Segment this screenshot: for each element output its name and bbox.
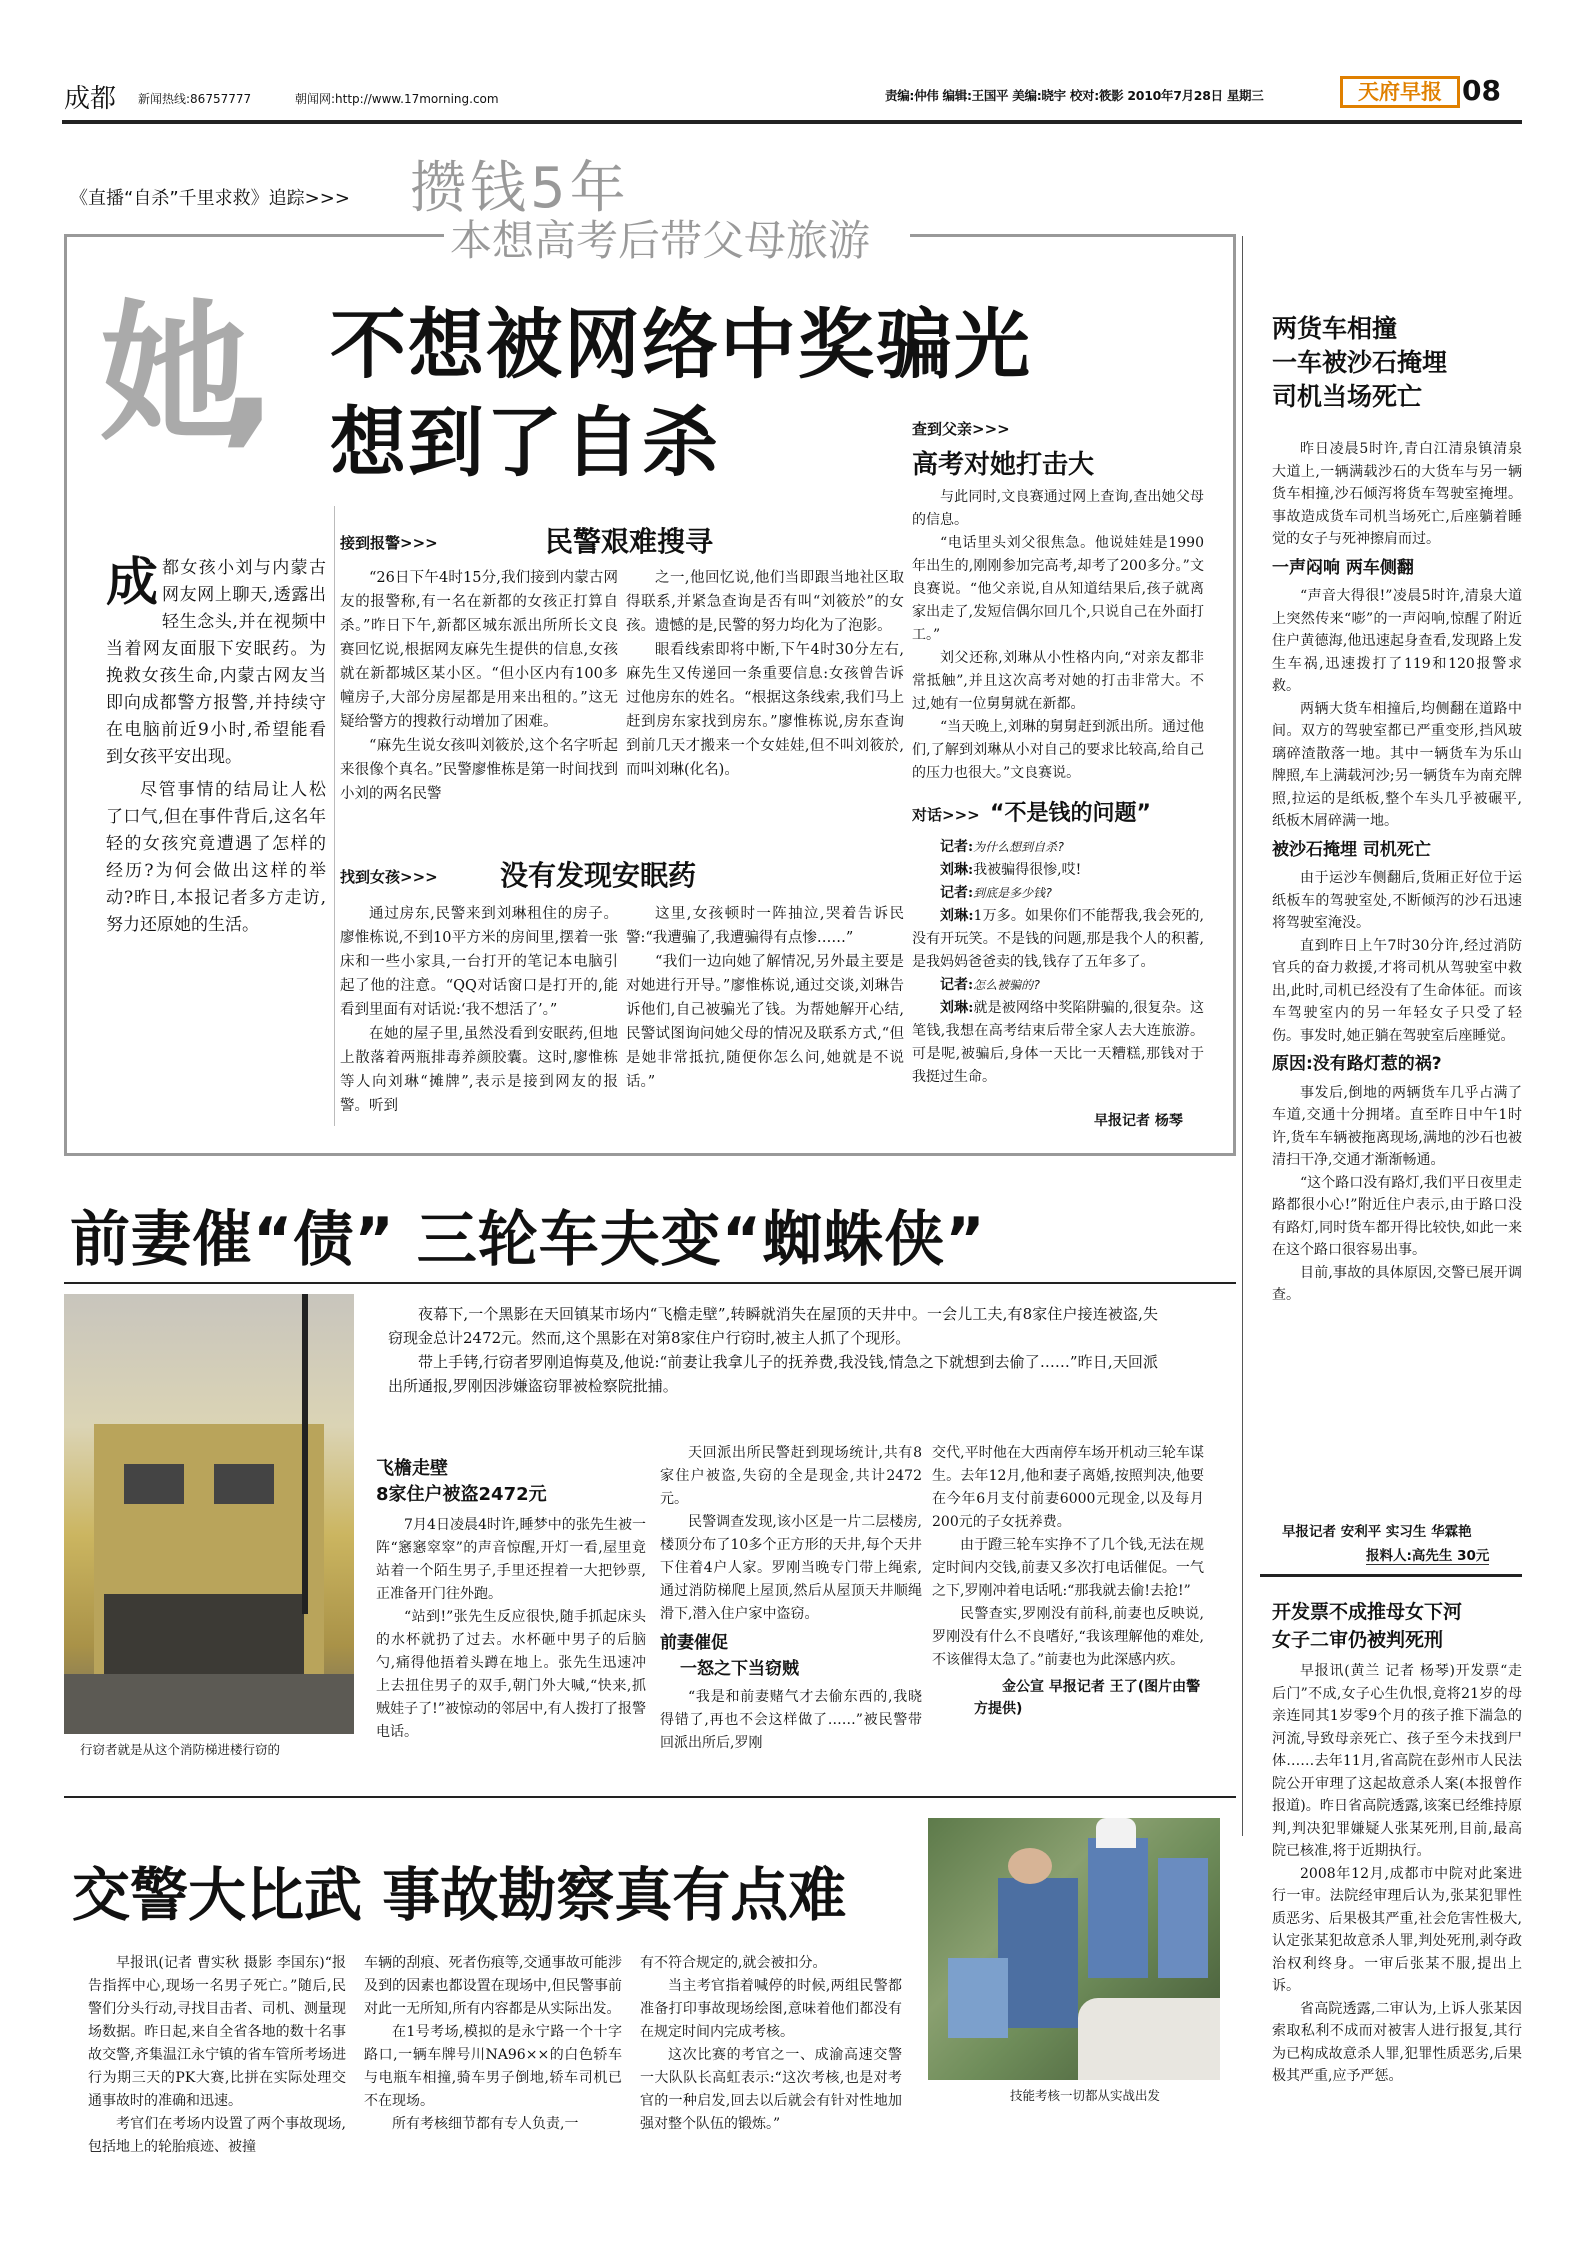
paragraph: 考官们在考场内设置了两个事故现场,包括地上的轮胎痕迹、被撞 — [88, 2116, 346, 2155]
lead-column — [106, 552, 326, 939]
series-tag: 《直播“自杀”千里求救》追踪>>> — [70, 188, 350, 209]
story3-col-b — [364, 1952, 622, 2136]
photo-caption-2: 技能考核一切都从实战出发 — [1010, 2088, 1161, 2103]
dialog-line: 记者:为什么想到自杀? — [940, 839, 1065, 855]
paragraph: 交代,平时他在大西南停车场开机动三轮车谋生。去年12月,他和妻子离婚,按照判决,他要在今年6月支付前妻6000元现金,以及每月200元的子女抚养费。 — [932, 1445, 1204, 1530]
paragraph: “当天晚上,刘琳的舅舅赶到派出所。通过他们,了解到刘琳从小对自己的要求比较高,给自己的压力也很大。”文良赛说。 — [912, 719, 1204, 781]
kicker-2: 本想高考后带父母旅游 — [450, 216, 871, 265]
section-title-2: 没有发现安眠药 — [500, 859, 697, 892]
paragraph: 带上手铐,行窃者罗刚追悔莫及,他说:“前妻让我拿儿子的抚养费,我没钱,情急之下就想到去偷了……”昨日,天回派出所通报,罗刚因涉嫌盗窃罪被检察院批捕。 — [388, 1353, 1158, 1395]
dialog-line: 刘琳:就是被网络中奖陷阱骗的,很复杂。这笔钱,我想在高考结束后带全家人去大连旅游。可是呢,被骗后,身体一天比一天糟糕,那钱对于我挺过生命。 — [912, 1000, 1204, 1085]
s1-col-a — [340, 566, 618, 806]
building-photo — [64, 1294, 354, 1734]
story2-sub2: 前妻催促 一怒之下当窃贼 — [660, 1633, 799, 1679]
paragraph: 刘父还称,刘琳从小性格内向,“对亲友都非常抵触”,并且这次高考对她的打击非常大。不过,她有一位舅舅就在新都。 — [912, 650, 1204, 712]
paragraph: “声音大得很!”凌晨5时许,清泉大道上突然传来“嘭”的一声闷响,惊醒了附近住户黄德海,他迅速起身查看,发现路上发生车祸,迅速拨打了119和120报警求救。 — [1272, 588, 1522, 694]
paragraph: 在1号考场,模拟的是永宁路一个十字路口,一辆车牌号川NA96××的白色轿车与电瓶车相撞,骑车男子倒地,轿车司机已不在现场。 — [364, 2024, 622, 2109]
story2-sub1: 飞檐走壁 8家住户被盗2472元 — [376, 1458, 547, 1505]
section-title-1: 民警艰难搜寻 — [545, 525, 714, 558]
section-label-4: 对话>>> — [912, 806, 980, 824]
lead-text-2: 尽管事情的结局让人松了口气,但在事件背后,这名年轻的女孩究竟遭遇了怎样的经历?为何会做出这样的举动?昨日,本报记者多方走访,努力还原她的生活。 — [106, 780, 326, 935]
side1-reward: 报料人:高先生 30元 — [1366, 1544, 1489, 1565]
kicker-1: 攒钱5年 — [410, 156, 630, 221]
section-label-2: 找到女孩>>> — [340, 868, 438, 886]
paper-logo: 天府早报 — [1340, 76, 1460, 108]
section-city: 成都 — [64, 84, 117, 114]
dialog-line: 刘琳:我被骗得很惨,哎! — [940, 862, 1082, 878]
paragraph: 由于蹬三轮车实挣不了几个钱,无法在规定时间内交钱,前妻又多次打电话催促。一气之下,罗刚冲着电话吼:“那我就去偷!去抢!” — [932, 1537, 1204, 1599]
dialog-line: 记者:怎么被骗的? — [940, 977, 1041, 993]
side1-headline: 两货车相撞 一车被沙石掩埋 司机当场死亡 — [1272, 314, 1448, 411]
section-label-3: 查到父亲>>> — [912, 420, 1010, 438]
credits: 责编:仲伟 编辑:王国平 美编:晓宇 校对:筱影 2010年7月28日 星期三 — [885, 88, 1264, 103]
paragraph: 当主考官指着喊停的时候,两组民警都准备打印事故现场绘图,意味着他们都没有在规定时间内完成考核。 — [640, 1978, 902, 2040]
paragraph: 夜幕下,一个黑影在天回镇某市场内“飞檐走壁”,转瞬就消失在屋顶的天井中。一会儿工夫,有8家住户接连被盗,失窃现金总计2472元。然而,这个黑影在对第8家住户行窃时,被主人抓了个现形。 — [388, 1305, 1158, 1347]
paragraph: 昨日凌晨5时许,青白江清泉镇清泉大道上,一辆满载沙石的大货车与另一辆货车相撞,沙石倾泻将货车驾驶室掩埋。事故造成货车司机当场死亡,后座躺着睡觉的女子与死神擦肩而过。 — [1272, 441, 1522, 547]
section-title-4: “不是钱的问题” — [990, 801, 1151, 826]
paragraph: 之一,他回忆说,他们当即跟当地社区取得联系,并紧急查询是否有叫“刘筱於”的女孩。遗憾的是,民警的努力均化为了泡影。 — [626, 570, 904, 634]
lead-text: 都女孩小刘与内蒙古网友网上聊天,透露出轻生念头,并在视频中当着网友面服下安眠药。为挽救女孩生命,内蒙古网友当即向成都警方报警,并持续守在电脑前近9小时,希望能看到女孩平安出现。 — [106, 558, 326, 767]
headline-1: 不想被网络中奖骗光 — [330, 300, 1032, 389]
paragraph: “电话里头刘父很焦急。他说娃娃是1990年出生的,刚刚参加完高考,却考了200多分。”文良赛说。“他父亲说,自从知道结果后,孩子就离家出走了,发短信偶尔回几个,只说自己在外面打工。” — [912, 535, 1204, 643]
story3-col-c — [640, 1952, 902, 2136]
paragraph: “站到!”张先生反应很快,随手抓起床头的水杯就扔了过去。水杯砸中男子的后脑勺,痛得他捂着头蹲在地上。张先生迅速冲上去扭住男子的双手,朝门外大喊,“快来,抓贼娃子了!”被惊动的邻居中,有人拨打了报警电话。 — [376, 1609, 646, 1740]
paragraph: “我是和前妻赌气才去偷东西的,我晓得错了,再也不会这样做了……”被民警带回派出所后,罗刚 — [660, 1689, 922, 1751]
paragraph: 两辆大货车相撞后,均侧翻在道路中间。双方的驾驶室都已严重变形,挡风玻璃碎渣散落一地。其中一辆货车为乐山牌照,车上满载河沙;另一辆货车为南充牌照,拉运的是纸板,整个车头几乎被碾平,纸板木屑碎满一地。 — [1272, 700, 1522, 829]
side1-sub-2: 被沙石掩埋 司机死亡 — [1272, 839, 1431, 860]
paragraph: “麻先生说女孩叫刘筱於,这个名字听起来很像个真名。”民警廖惟栋是第一时间找到小刘的两名民警 — [340, 738, 618, 802]
paragraph: 这次比赛的考官之一、成渝高速交警一大队队长高虹表示:“这次考核,也是对考官的一种启发,回去以后就会有针对性地加强对整个队伍的锻炼。” — [640, 2047, 902, 2132]
s2-col-a — [340, 902, 618, 1118]
paragraph: 目前,事故的具体原因,交警已展开调查。 — [1272, 1264, 1522, 1303]
side1-body — [1272, 438, 1522, 1307]
paragraph: 民警调查发现,该小区是一片二层楼房,楼顶分布了10多个正方形的天井,每个天井下住着4户人家。罗刚当晚专门带上绳索,通过消防梯爬上屋顶,然后从屋顶天井顺绳滑下,潜入住户家中盗窃。 — [660, 1514, 922, 1622]
headline-2: 想到了自杀 — [330, 398, 720, 487]
paragraph: 由于运沙车侧翻后,货厢正好位于运纸板车的驾驶室处,不断倾泻的沙石迅速将驾驶室淹没。 — [1272, 870, 1522, 931]
paragraph: 7月4日凌晨4时许,睡梦中的张先生被一阵“窸窸窣窣”的声音惊醒,开灯一看,屋里竟站着一个陌生男子,手里还捏着一大把钞票,正准备开门往外跑。 — [376, 1517, 646, 1602]
section-title-3: 高考对她打击大 — [912, 450, 1095, 480]
s3-text — [912, 486, 1204, 785]
paragraph: “26日下午4时15分,我们接到内蒙古网友的报警称,有一名在新都的女孩正打算自杀。”昨日下午,新都区城东派出所所长文良赛回忆说,根据网友麻先生提供的信息,女孩就在新都城区某小区。“但小区内有100多幢房子,大部分房屋都是用来出租的。”这无疑给警方的搜救行动增加了困难。 — [340, 570, 618, 730]
paragraph: 早报讯(记者 曹实秋 摄影 李国东)“报告指挥中心,现场一名男子死亡。”随后,民警们分头行动,寻找目击者、司机、测量现场数据。昨日起,来自全省各地的数十名事故交警,齐集温江永宁镇的省车管所考场进行为期三天的PK大赛,比拼在实际处理交通事故时的准确和迅速。 — [88, 1955, 346, 2109]
paragraph: 这里,女孩顿时一阵抽泣,哭着告诉民警:“我遭骗了,我遭骗得有点惨……” — [626, 906, 904, 946]
paragraph: “这个路口没有路灯,我们平日夜里走路都很小心!”附近住户表示,由于路口没有路灯,同时货车都开得比较快,如此一来在这个路口很容易出事。 — [1272, 1174, 1522, 1258]
story2-col-b — [660, 1442, 922, 1755]
s2-col-b — [626, 902, 904, 1094]
paragraph: 民警查实,罗刚没有前科,前妻也反映说,罗刚没有什么不良嗜好,“我该理解他的难处,不该催得太急了。”前妻也为此深感内疚。 — [932, 1606, 1204, 1668]
section-label-1: 接到报警>>> — [340, 534, 438, 552]
story2-col-c — [932, 1442, 1204, 1672]
dialog-line: 刘琳:1万多。如果你们不能帮我,我会死的,没有开玩笑。不是钱的问题,那是我个人的积蓄,是我妈妈爸爸卖的钱,钱存了五年多了。 — [912, 908, 1205, 970]
story2-lead — [388, 1302, 1158, 1398]
paragraph: 与此同时,文良赛通过网上查询,查出她父母的信息。 — [912, 489, 1204, 528]
paragraph: 有不符合规定的,就会被扣分。 — [640, 1955, 827, 1971]
side1-sub-1: 一声闷响 两车侧翻 — [1272, 557, 1414, 578]
byline-2: 金公宣 早报记者 王了(图片由警方提供) — [974, 1679, 1201, 1717]
s1-col-b — [626, 566, 904, 782]
story2-headline: 前妻催“债” 三轮车夫变“蜘蛛侠” — [70, 1205, 986, 1275]
paragraph: 事发后,倒地的两辆货车几乎占满了车道,交通十分拥堵。直至昨日中午1时许,货车车辆被拖离现场,满地的沙石也被清扫干净,交通才渐渐畅通。 — [1272, 1084, 1522, 1168]
dialog — [912, 836, 1204, 1089]
paragraph: 直到昨日上午7时30分许,经过消防官兵的奋力救援,才将司机从驾驶室中救出,此时,司机已经没有了生命体征。而该车驾驶室内的另一年轻女子只受了轻伤。事发时,她正躺在驾驶室后座睡觉。 — [1272, 937, 1522, 1044]
paragraph: 省高院透露,二审认为,上诉人张某因索取私利不成而对被害人进行报复,其行为已构成故意杀人罪,犯罪性质恶劣,后果极其严重,应予严惩。 — [1272, 2000, 1522, 2084]
paragraph: “我们一边向她了解情况,另外最主要是对她进行开导。”廖惟栋说,通过交谈,刘琳告诉他们,自己被骗光了钱。为帮她解开心结,民警试图询问她父母的情况及联系方式,“但是她非常抵抗,随便你怎么问,她就是不说话。” — [626, 954, 904, 1090]
paragraph: 所有考核细节都有专人负责,一 — [392, 2116, 579, 2132]
paragraph: 2008年12月,成都市中院对此案进行一审。法院经审理后认为,张某犯罪性质恶劣、后果极其严重,社会危害性极大,认定张某犯故意杀人罪,判处死刑,剥夺政治权利终身。一审后张某不服,提出上诉。 — [1272, 1865, 1522, 1994]
page-number: 08 — [1462, 74, 1501, 107]
hotline: 新闻热线:86757777 — [138, 92, 252, 106]
side1-byline: 早报记者 安利平 实习生 华霖艳 — [1282, 1524, 1472, 1540]
side1-sub-3: 原因:没有路灯惹的祸? — [1272, 1054, 1442, 1074]
story3-headline: 交警大比武 事故勘察真有点难 — [72, 1861, 847, 1929]
dialog-line: 记者:到底是多少钱? — [940, 885, 1053, 901]
masthead — [0, 72, 1590, 124]
story3-col-a — [88, 1952, 346, 2159]
photo-caption-1: 行窃者就是从这个消防梯进楼行窃的 — [80, 1742, 281, 1757]
police-photo — [928, 1818, 1220, 2080]
paragraph: 早报讯(黄兰 记者 杨琴)开发票“走后门”不成,女子心生仇恨,竟将21岁的母亲连同其1岁零9个月的孩子推下湍急的河流,导致母亲死亡、孩子至今未找到尸体……去年11月,省高院在彭州市人民法院公开审理了这起故意杀人案(本报曾作报道)。昨日省高院透露,该案已经维持原判,判决犯罪嫌疑人张某死刑,目前,最高院已核准,将于近期执行。 — [1272, 1663, 1522, 1859]
paragraph: 眼看线索即将中断,下午4时30分左右,麻先生又传递回一条重要信息:女孩曾告诉过他房东的姓名。“根据这条线索,我们马上赶到房东家找到房东。”廖惟栋说,房东查询到前几天才搬来一个女娃娃,但不叫刘筱於,而叫刘琳(化名)。 — [626, 642, 904, 778]
byline-1: 早报记者 杨琴 — [1094, 1113, 1183, 1129]
story2-col-a — [376, 1514, 646, 1744]
website: 朝闻网:http://www.17morning.com — [295, 92, 499, 106]
paragraph: 在她的屋子里,虽然没看到安眠药,但地上散落着两瓶排毒养颜胶囊。这时,廖惟栋等人向刘琳“摊牌”,表示是接到网友的报警。听到 — [340, 1026, 618, 1114]
paragraph: 天回派出所民警赶到现场统计,共有8家住户被盗,失窃的全是现金,共计2472元。 — [660, 1445, 922, 1507]
side2-body — [1272, 1660, 1522, 2088]
big-char: 她, — [100, 288, 247, 462]
side2-headline: 开发票不成推母女下河 女子二审仍被判死刑 — [1272, 1601, 1463, 1651]
paragraph: 通过房东,民警来到刘琳租住的房子。廖惟栋说,不到10平方米的房间里,摆着一张床和一些小家具,一台打开的笔记本电脑引起了他的注意。“QQ对话窗口是打开的,能看到里面有对话说:‘我不想活了’。” — [340, 906, 618, 1018]
lead-dropcap: 成 — [106, 552, 159, 613]
paragraph: 车辆的刮痕、死者伤痕等,交通事故可能涉及到的因素也都设置在现场中,但民警事前对此一无所知,所有内容都是从实际出发。 — [364, 1955, 622, 2017]
